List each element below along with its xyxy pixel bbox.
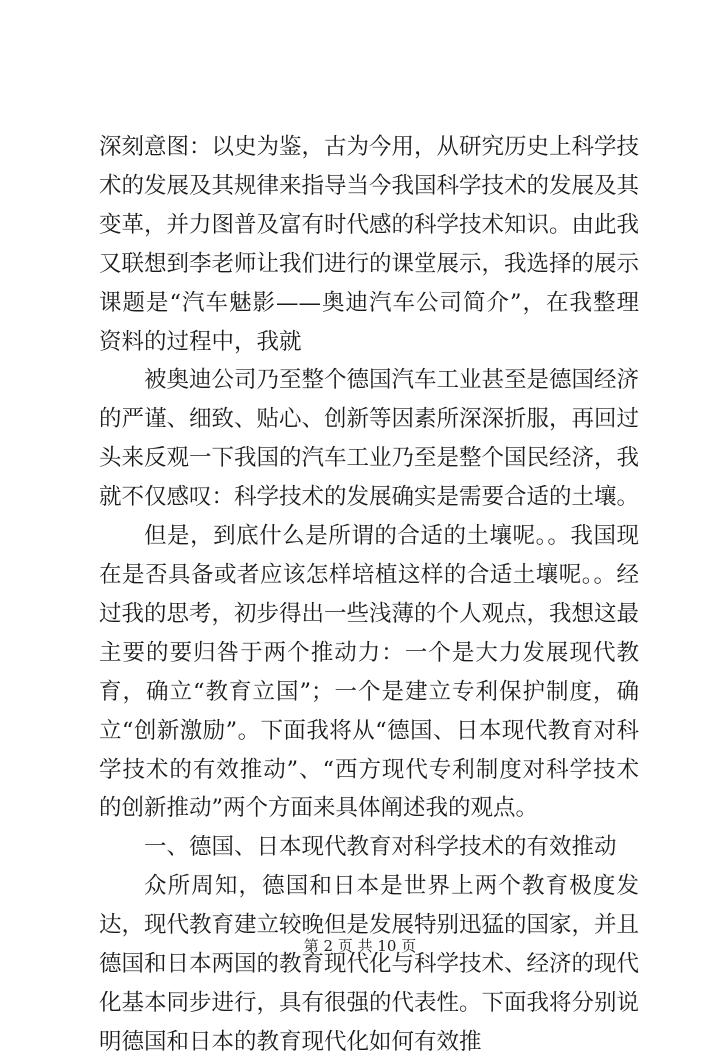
paragraph-continued: 深刻意图：以史为鉴，古为今用，从研究历史上科学技术的发展及其规律来指导当今我国科学技术的发展及其变革，并力图普及富有时代感的科学技术知识。由此我又联想到李老师让我们进行的课堂展示，我选择的展示课题是“汽车魅影——奥迪汽车公司简介”，在我整理资料的过程中，我就 [99, 134, 640, 355]
paragraph: 众所周知，德国和日本是世界上两个教育极度发达，现代教育建立较晚但是发展特别迅猛的国家，并且德国和日本两国的教育现代化与科学技术、经济的现代化基本同步进行，具有很强的代表性。下面我将分别说明德国和日本的教育现代化如何有效推 [99, 873, 640, 1055]
paragraph: 但是，到底什么是所谓的合适的土壤呢。。我国现在是否具备或者应该怎样培植这样的合适土壤呢。。经过我的思考，初步得出一些浅薄的个人观点，我想这最主要的要归咎于两个推动力：一个是大力发展现代教育，确立“教育立国”；一个是建立专利保护制度，确立“创新激励”。下面我将从“德国、日本现代教育对科学技术的有效推动”、“西方现代专利制度对科学技术的创新推动”两个方面来具体阐述我的观点。 [99, 523, 640, 822]
page-number-footer: 第 2 页 共 10 页 [303, 937, 417, 955]
paragraph: 被奥迪公司乃至整个德国汽车工业甚至是德国经济的严谨、细致、贴心、创新等因素所深深折服，再回过头来反观一下我国的汽车工业乃至是整个国民经济，我就不仅感叹：科学技术的发展确实是需要合适的土壤。 [99, 367, 640, 511]
document-body [99, 128, 639, 1062]
section-heading: 一、德国、日本现代教育对科学技术的有效推动 [144, 834, 617, 861]
